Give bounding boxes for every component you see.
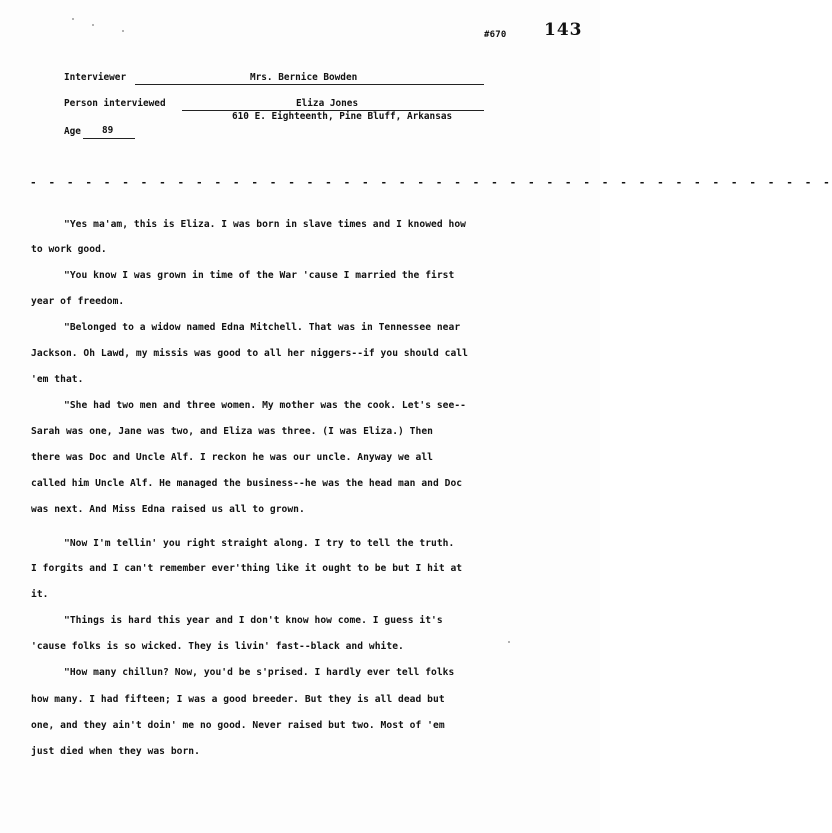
person-interviewed-label: Person interviewed: [64, 98, 166, 109]
scan-mark: [72, 18, 74, 20]
body-line: 'em that.: [31, 374, 84, 385]
body-line: just died when they was born.: [31, 746, 200, 757]
body-line: "How many chillun? Now, you'd be s'prised. I hardly ever tell folks: [64, 667, 455, 678]
body-line: to work good.: [31, 244, 107, 255]
interviewer-underline: [135, 84, 484, 85]
interviewer-label: Interviewer: [64, 72, 127, 83]
body-line: "Now I'm tellin' you right straight along. I try to tell the truth.: [64, 538, 455, 549]
address: 610 E. Eighteenth, Pine Bluff, Arkansas: [232, 111, 453, 122]
body-line: year of freedom.: [31, 296, 125, 307]
interviewer-value: Mrs. Bernice Bowden: [250, 72, 358, 83]
body-line: "Belonged to a widow named Edna Mitchell. That was in Tennessee near: [64, 322, 461, 333]
body-line: "Yes ma'am, this is Eliza. I was born in slave times and I knowed how: [64, 219, 466, 230]
age-underline: [83, 138, 135, 139]
body-line: it.: [31, 589, 49, 600]
body-line: "Things is hard this year and I don't know how come. I guess it's: [64, 615, 443, 626]
body-line: how many. I had fifteen; I was a good breeder. But they is all dead but: [31, 694, 445, 705]
document-reference: #670: [484, 30, 507, 40]
body-line: I forgits and I can't remember ever'thing like it ought to be but I hit at: [31, 563, 463, 574]
scan-mark: [508, 641, 510, 643]
age-label: Age: [64, 126, 81, 137]
body-line: "You know I was grown in time of the War 'cause I married the first: [64, 270, 455, 281]
body-line: Sarah was one, Jane was two, and Eliza was three. (I was Eliza.) Then: [31, 426, 433, 437]
dashed-separator: - - - - - - - - - - - - - - - - - - - - - - - - - - - - - - - - - - - - - - - - - - - -: [30, 176, 832, 189]
scan-mark: [92, 24, 94, 26]
body-line: one, and they ain't doin' me no good. Never raised but two. Most of 'em: [31, 720, 445, 731]
body-line: was next. And Miss Edna raised us all to grown.: [31, 504, 305, 515]
body-line: 'cause folks is so wicked. They is livin' fast--black and white.: [31, 641, 404, 652]
age-value: 89: [102, 125, 114, 136]
scan-mark: [122, 30, 124, 32]
person-interviewed-value: Eliza Jones: [296, 98, 359, 109]
body-line: called him Uncle Alf. He managed the business--he was the head man and Doc: [31, 478, 463, 489]
page-number: 143: [544, 20, 583, 40]
body-line: there was Doc and Uncle Alf. I reckon he was our uncle. Anyway we all: [31, 452, 433, 463]
body-line: Jackson. Oh Lawd, my missis was good to all her niggers--if you should call: [31, 348, 468, 359]
body-line: "She had two men and three women. My mother was the cook. Let's see--: [64, 400, 466, 411]
